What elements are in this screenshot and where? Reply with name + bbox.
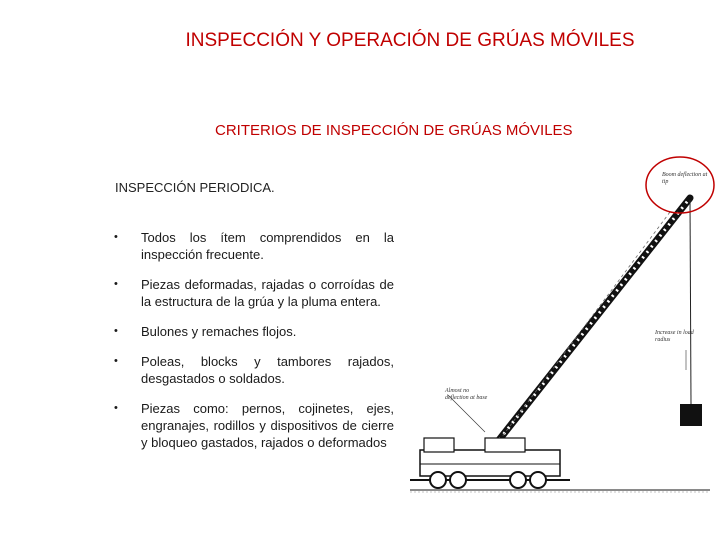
wheel	[530, 472, 546, 488]
list-item-text: Piezas como: pernos, cojinetes, ejes, engranajes, rodillos y dispositivos de cierre y bloqueo gastados, rajados o deformados	[141, 401, 394, 450]
label-load-radius: Increase in load radius	[655, 330, 694, 343]
main-title: INSPECCIÓN Y OPERACIÓN DE GRÚAS MÓVILES	[185, 30, 635, 51]
label-boom-tip: Boom deflection at tip	[662, 172, 708, 185]
hoist-rope	[690, 200, 691, 405]
list-item	[112, 276, 394, 310]
wheel	[450, 472, 466, 488]
bullet-icon: •	[114, 278, 118, 290]
crane-figure	[400, 150, 720, 500]
wheel	[510, 472, 526, 488]
bullet-icon: •	[114, 402, 118, 414]
list-item	[112, 353, 394, 387]
list-item-text: Bulones y remaches flojos.	[141, 324, 297, 339]
bullet-list	[112, 229, 394, 464]
list-item-text: Poleas, blocks y tambores rajados, desgastados o soldados.	[141, 354, 394, 386]
bullet-icon: •	[114, 355, 118, 367]
subtitle: CRITERIOS DE INSPECCIÓN DE GRÚAS MÓVILES	[215, 122, 573, 139]
load-block	[680, 404, 702, 426]
truck-cab	[424, 438, 454, 452]
crane-illustration	[400, 150, 720, 500]
list-item-text: Piezas deformadas, rajadas o corroídas de la estructura de la grúa y la pluma entera.	[141, 277, 394, 309]
list-item	[112, 400, 394, 451]
list-item	[112, 323, 394, 340]
section-heading: INSPECCIÓN PERIODICA.	[115, 180, 275, 195]
bullet-icon: •	[114, 325, 118, 337]
label-base: Almost no deflection at base	[445, 388, 488, 401]
crane-cab	[485, 438, 525, 452]
bullet-icon: •	[114, 231, 118, 243]
list-item-text: Todos los ítem comprendidos en la inspección frecuente.	[141, 230, 394, 262]
list-item	[112, 229, 394, 263]
wheel	[430, 472, 446, 488]
